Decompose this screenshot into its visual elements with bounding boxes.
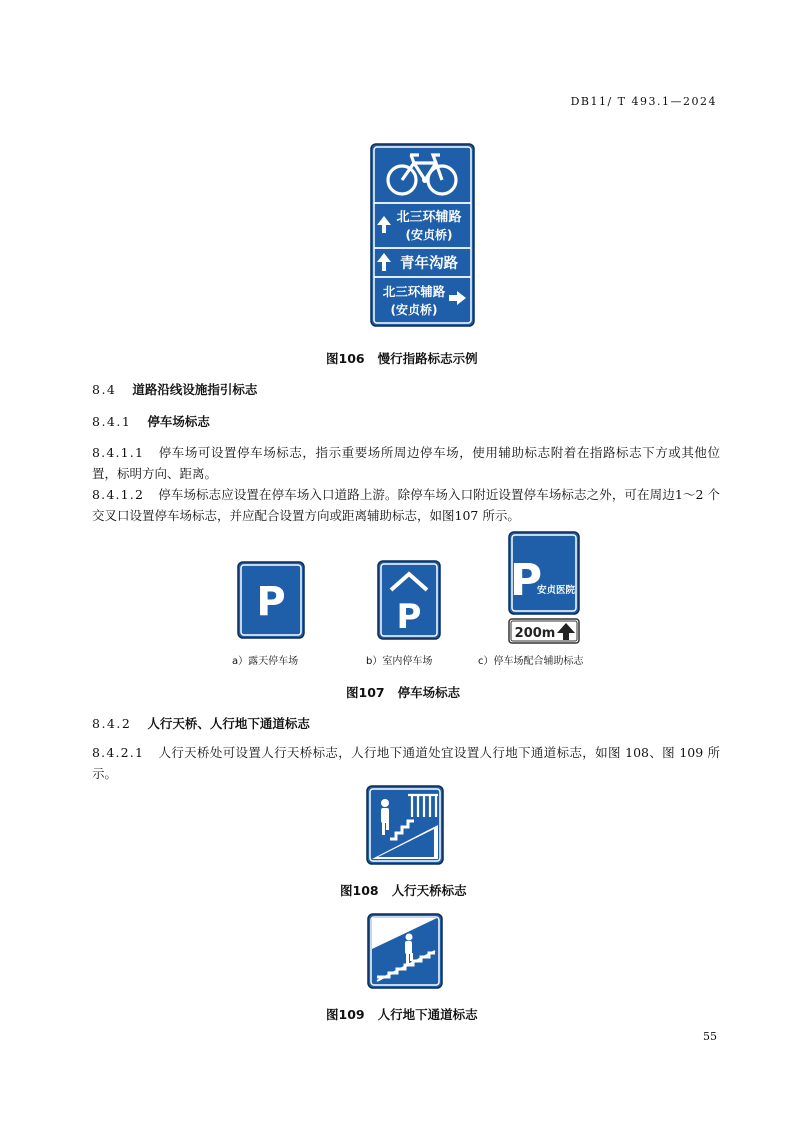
- sign-line1b: (安贞桥): [405, 228, 453, 242]
- parking-letter: P: [396, 597, 422, 637]
- figure-107-caption: 图107 停车场标志: [346, 685, 461, 700]
- parking-letter: P: [256, 579, 286, 625]
- figure-106-caption: 图106 慢行指路标志示例: [326, 351, 478, 366]
- paragraph-8-4-1-1: 8.4.1.1 停车场可设置停车场标志，指示重要场所周边停车场，使用辅助标志附着在指路标志下方或其他位置，标明方向、距离。: [92, 445, 720, 481]
- sign-line3: 北三环辅路: [382, 284, 446, 299]
- pedestrian-icon: [381, 799, 389, 835]
- page-number: 55: [703, 1030, 717, 1043]
- sign-line3b: (安贞桥): [390, 303, 438, 317]
- figure-109-caption: 图109 人行地下通道标志: [326, 1007, 478, 1022]
- pedestrian-icon: [405, 934, 413, 965]
- document-code: DB11/ T 493.1—2024: [570, 95, 717, 108]
- section-8-4-heading: 8.4 道路沿线设施指引标志: [92, 382, 258, 397]
- paragraph-8-4-1-2: 8.4.1.2 停车场标志应设置在停车场入口道路上游。除停车场入口附近设置停车场标志之外，可在周边1～2 个交叉口设置停车场标志，并应配合设置方向或距离辅助标志，如图107 所示。: [92, 487, 720, 523]
- section-8-4-1-heading: 8.4.1 停车场标志: [92, 414, 210, 429]
- figure-106-sign: [370, 143, 475, 327]
- subcaption-c: c）停车场配合辅助标志: [478, 656, 584, 667]
- indoor-parking-sign: [377, 560, 441, 640]
- open-parking-sign: [237, 561, 305, 639]
- sign-line2: 青年沟路: [400, 256, 458, 272]
- parking-with-auxiliary-sign: [508, 531, 580, 645]
- figure-108-caption: 图108 人行天桥标志: [340, 883, 467, 898]
- sign-line1: 北三环辅路: [396, 210, 462, 225]
- subcaption-b: b）室内停车场: [366, 656, 433, 667]
- pedestrian-overpass-sign: [366, 785, 444, 865]
- distance-label: 200m: [514, 626, 556, 641]
- section-8-4-2-heading: 8.4.2 人行天桥、人行地下通道标志: [92, 716, 310, 731]
- pedestrian-underpass-sign: [367, 913, 443, 989]
- subcaption-a: a）露天停车场: [232, 656, 299, 667]
- hospital-name: 安贞医院: [536, 585, 576, 596]
- parking-letter: P: [509, 555, 543, 606]
- paragraph-8-4-2-1: 8.4.2.1 人行天桥处可设置人行天桥标志，人行地下通道处宜设置人行地下通道标志，如图 108、图 109 所示。: [92, 745, 720, 781]
